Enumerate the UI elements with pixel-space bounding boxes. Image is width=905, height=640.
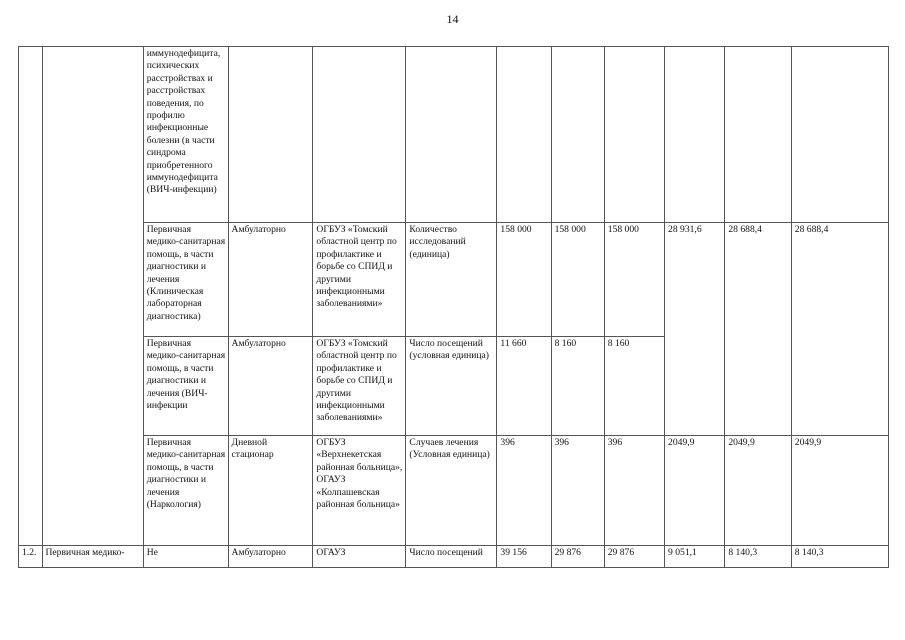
volume-year2-cell: 158 000 [551,223,604,337]
finance-year3-cell: 8 140,3 [791,546,888,568]
organization-cell [313,47,406,223]
table-row [19,47,889,223]
condition-cell: Амбулаторно [228,223,313,337]
finance-year3-cell [791,47,888,223]
finance-year2-cell: 28 688,4 [725,223,791,436]
condition-cell [228,47,313,223]
unit-cell: Число посещений [406,546,497,568]
table-row [19,223,889,337]
finance-year1-cell [665,47,725,223]
finance-year3-cell: 28 688,4 [791,223,888,436]
row-number-cell: 1.2. [19,546,43,568]
profile-cell: Первичная медико-санитарная помощь, в части диагностики и лечения (Клиническая лабораторная диагностика) [143,223,228,337]
volume-year3-cell: 29 876 [604,546,664,568]
profile-cell: Первичная медико-санитарная помощь, в части диагностики и лечения (Наркология) [143,436,228,546]
unit-cell: Количество исследований (единица) [406,223,497,337]
program-name-cell: Первичная медико- [42,546,143,568]
finance-year2-cell [725,47,791,223]
volume-year2-cell: 8 160 [551,337,604,436]
volume-year3-cell: 158 000 [604,223,664,337]
finance-year3-cell: 2049,9 [791,436,888,546]
condition-cell: Амбулаторно [228,337,313,436]
volume-year2-cell: 29 876 [551,546,604,568]
program-name-cell [42,47,143,546]
profile-cell: Первичная медико-санитарная помощь, в части диагностики и лечения (ВИЧ-инфекции [143,337,228,436]
volume-year1-cell [497,47,551,223]
program-table [18,46,889,568]
finance-year2-cell: 2049,9 [725,436,791,546]
volume-year2-cell: 396 [551,436,604,546]
volume-year1-cell: 11 660 [497,337,551,436]
organization-cell: ОГБУЗ «Томский областной центр по профилактике и борьбе со СПИД и другими инфекционными заболеваниями» [313,337,406,436]
finance-year1-cell: 9 051,1 [665,546,725,568]
unit-cell: Число посещений (условная единица) [406,337,497,436]
condition-cell: Амбулаторно [228,546,313,568]
table-row [19,436,889,546]
finance-year2-cell: 8 140,3 [725,546,791,568]
condition-cell: Дневной стационар [228,436,313,546]
page-number: 14 [446,12,459,26]
unit-cell [406,47,497,223]
volume-year3-cell: 8 160 [604,337,664,436]
volume-year1-cell: 396 [497,436,551,546]
finance-year1-cell: 2049,9 [665,436,725,546]
finance-year1-cell: 28 931,6 [665,223,725,436]
volume-year2-cell [551,47,604,223]
volume-year3-cell [604,47,664,223]
row-number-cell [19,47,43,546]
unit-cell: Случаев лечения (Условная единица) [406,436,497,546]
table-row [19,546,889,568]
volume-year1-cell: 158 000 [497,223,551,337]
volume-year1-cell: 39 156 [497,546,551,568]
organization-cell: ОГБУЗ «Томский областной центр по профилактике и борьбе со СПИД и другими инфекционными заболеваниями» [313,223,406,337]
volume-year3-cell: 396 [604,436,664,546]
organization-cell: ОГАУЗ [313,546,406,568]
organization-cell: ОГБУЗ «Верхнекетская районная больница», ОГАУЗ «Колпашевская районная больница» [313,436,406,546]
profile-cell: иммунодефицита, психических расстройствах и расстройствах поведения, по профилю инфекционные болезни (в части синдрома приобретенного иммунодефицита (ВИЧ-инфекции) [143,47,228,223]
profile-cell: Не [143,546,228,568]
